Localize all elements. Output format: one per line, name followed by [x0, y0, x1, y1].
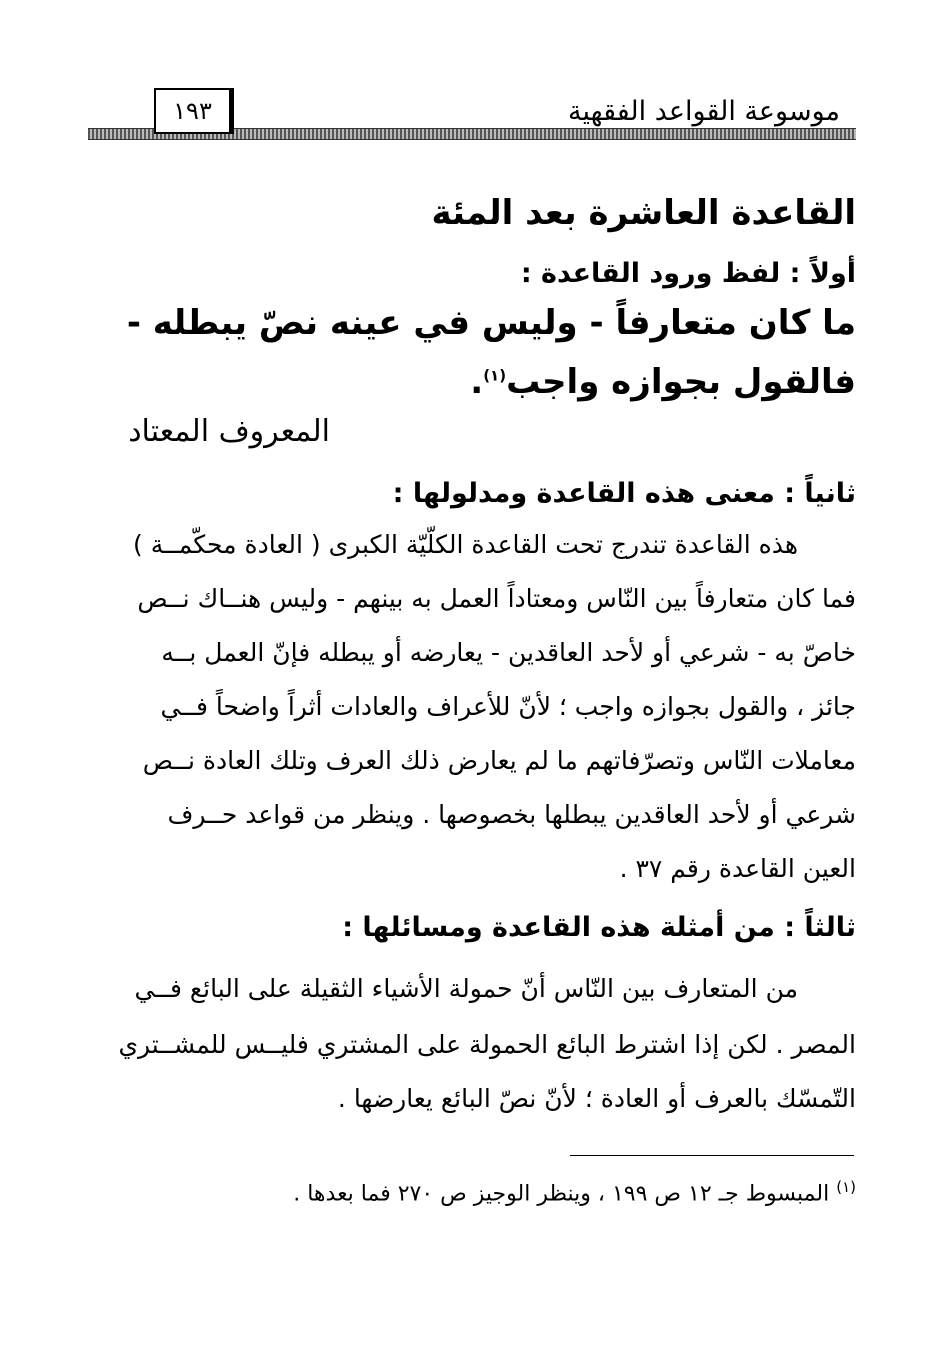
running-header-title: موسوعة القواعد الفقهية [568, 96, 840, 127]
footnote-text: المبسوط جـ ١٢ ص ١٩٩ ، وينظر الوجيز ص ٢٧٠ فما بعدها . [293, 1181, 830, 1207]
rule-text-end: . [470, 362, 484, 402]
paragraph-line: شرعي أو لأحد العاقدين يبطلها بخصوصها . وينظر من قواعد حــرف [167, 800, 856, 829]
handwritten-gloss: المعروف المعتاد [128, 414, 330, 449]
paragraph-line: من المتعارف بين النّاس أنّ حمولة الأشياء الثقيلة على البائع فــي [134, 974, 798, 1003]
footnote-reference: (١) [483, 366, 507, 385]
section2-heading: ثانياً : معنى هذه القاعدة ومدلولها : [392, 478, 856, 509]
paragraph-line: جائز ، والقول بجوازه واجب ؛ لأنّ للأعراف والعادات أثراً واضحاً فــي [160, 692, 856, 721]
rule-heading: القاعدة العاشرة بعد المئة [431, 193, 856, 233]
paragraph-line: المصر . لكن إذا اشترط البائع الحمولة على المشتري فليــس للمشــتري [118, 1030, 856, 1059]
paragraph-line: التّمسّك بالعرف أو العادة ؛ لأنّ نصّ البائع يعارضها . [337, 1084, 856, 1113]
page-number-box [154, 88, 234, 134]
footnote [293, 1178, 856, 1206]
page-number: ١٩٣ [173, 97, 212, 125]
section1-heading: أولاً : لفظ ورود القاعدة : [520, 258, 856, 289]
rule-text-line2-body: فالقول بجوازه واجب [506, 362, 856, 402]
footnote-marker: (١) [836, 1178, 856, 1196]
rule-text-line1: ما كان متعارفاً - وليس في عينه نصّ يبطله - [126, 303, 856, 343]
paragraph-line: العين القاعدة رقم ٣٧ . [619, 854, 856, 883]
paragraph-line: هذه القاعدة تندرج تحت القاعدة الكلّيّة الكبرى ( العادة محكّمــة ) [133, 530, 798, 559]
paragraph-line: فما كان متعارفاً بين النّاس ومعتاداً العمل به بينهم - وليس هنــاك نــص [137, 584, 856, 613]
footnote-divider [570, 1155, 854, 1156]
rule-text-line2 [470, 362, 856, 402]
paragraph-line: خاصّ به - شرعي أو لأحد العاقدين - يعارضه أو يبطله فإنّ العمل بــه [161, 638, 856, 667]
section3-heading: ثالثاً : من أمثلة هذه القاعدة ومسائلها : [342, 912, 856, 943]
paragraph-line: معاملات النّاس وتصرّفاتهم ما لم يعارض ذلك العرف وتلك العادة نــص [142, 746, 856, 775]
